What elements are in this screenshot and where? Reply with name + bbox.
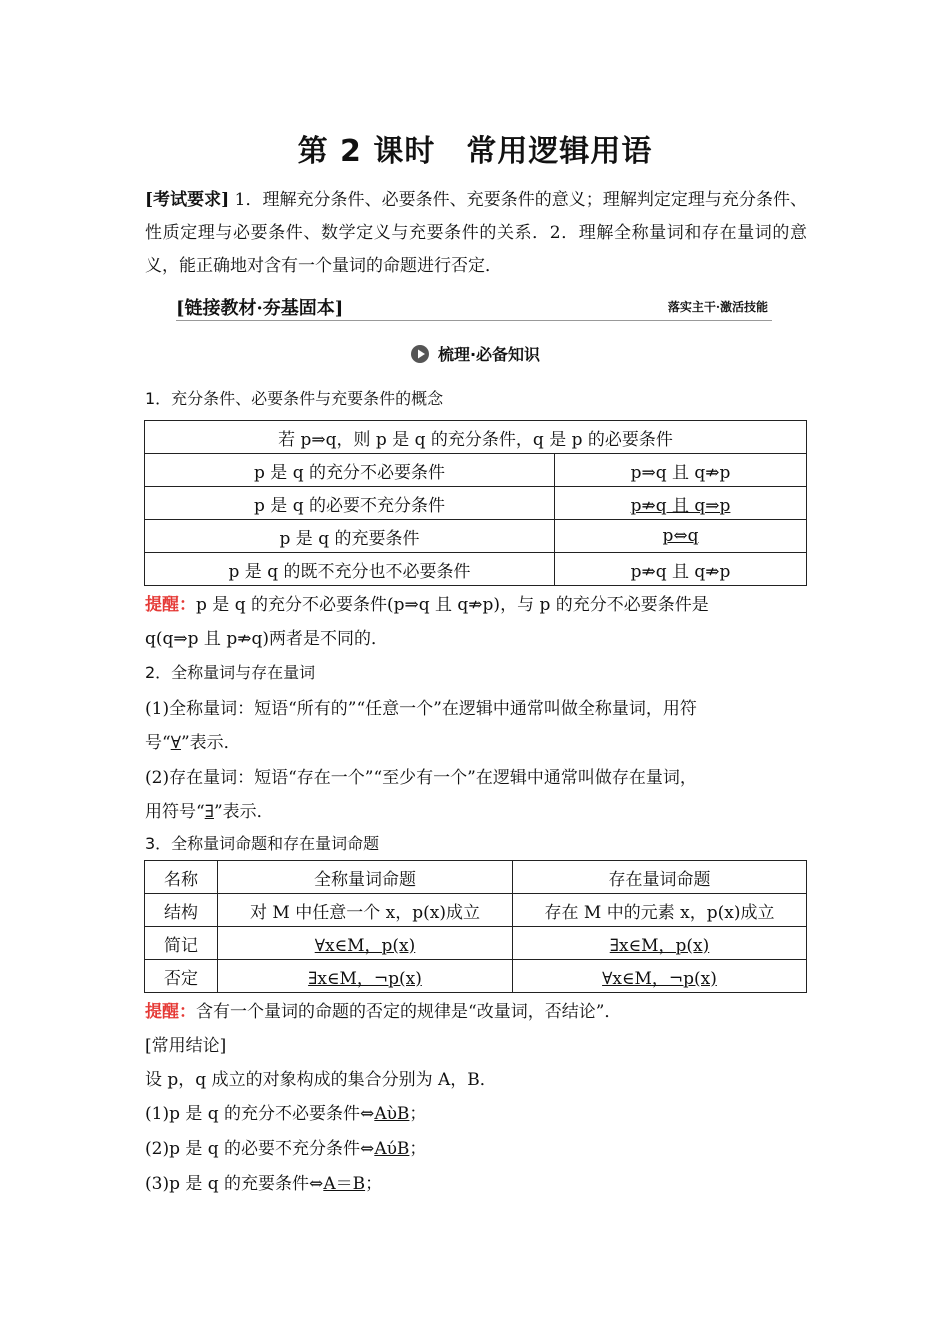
heading-2: 2．全称量词与存在量词 — [145, 663, 316, 682]
table-cell: p⇏q 且 q⇒p — [555, 487, 807, 520]
conclusion-end: ； — [365, 1174, 383, 1194]
table-cell: 对 M 中任意一个 x，p(x)成立 — [218, 894, 513, 927]
exists-symbol: ∃ — [204, 802, 214, 822]
set-relation: AὺB — [374, 1104, 410, 1124]
conclusion-end: ； — [409, 1104, 427, 1124]
tip-1-line-2: q(q⇒p 且 p⇏q)两者是不同的． — [145, 629, 388, 649]
section-bar-title: [链接教材·夯基固本] — [176, 298, 344, 319]
quantifier-1-line-1: (1)全称量词：短语“所有的”“任意一个”在逻辑中通常叫做全称量词，用符 — [145, 699, 697, 719]
conclusion-end: ； — [409, 1139, 427, 1159]
play-icon — [410, 344, 430, 364]
tip-label: 提醒： — [145, 1002, 196, 1022]
tip-label: 提醒： — [145, 595, 196, 615]
table-cell: 否定 — [145, 960, 218, 993]
table-cell: p⇏q 且 q⇏p — [555, 553, 807, 586]
conclusions-intro: 设 p，q 成立的对象构成的集合分别为 A，B． — [145, 1070, 497, 1090]
table-row — [145, 861, 807, 894]
exam-requirements — [145, 184, 807, 283]
tip-2 — [145, 997, 621, 1022]
table-header-cell: 若 p⇒q，则 p 是 q 的充分条件，q 是 p 的必要条件 — [145, 421, 807, 454]
table-header-cell: 全称量词命题 — [218, 861, 513, 894]
table-cell: ∀x∈M，¬p(x) — [513, 960, 807, 993]
tip-2-text: 含有一个量词的命题的否定的规律是“改量词，否结论”． — [196, 1002, 622, 1022]
tip-1-line-1 — [145, 590, 709, 615]
table-cell: ∃x∈M，p(x) — [513, 927, 807, 960]
q1-pre: 号“ — [145, 733, 171, 753]
table-cell: ∃x∈M，¬p(x) — [218, 960, 513, 993]
table-cell: 简记 — [145, 927, 218, 960]
table-cell: ∀x∈M，p(x) — [218, 927, 513, 960]
q2-post: ”表示． — [213, 802, 274, 822]
conclusion-text: (3)p 是 q 的充要条件⇔ — [145, 1174, 324, 1194]
q1-post: ”表示． — [180, 733, 241, 753]
conditions-table — [144, 420, 807, 586]
table-cell: p 是 q 的既不充分也不必要条件 — [145, 553, 555, 586]
set-relation: AύB — [374, 1139, 410, 1159]
set-relation: A＝B — [323, 1174, 366, 1194]
heading-1: 1．充分条件、必要条件与充要条件的概念 — [145, 389, 444, 408]
table-cell: p 是 q 的充要条件 — [145, 520, 555, 553]
table-cell: p⇔q — [555, 520, 807, 553]
table-row — [145, 487, 807, 520]
conclusion-item — [145, 1169, 382, 1194]
table-row — [145, 960, 807, 993]
quantifier-2-line-2 — [145, 797, 274, 822]
table-cell: p⇒q 且 q⇏p — [555, 454, 807, 487]
table-row — [145, 421, 807, 454]
table-cell: p 是 q 的必要不充分条件 — [145, 487, 555, 520]
section-bar-subtitle: 落实主干·激活技能 — [667, 300, 768, 314]
requirements-label: [考试要求] — [145, 190, 230, 210]
table-cell: 存在 M 中的元素 x，p(x)成立 — [513, 894, 807, 927]
conclusion-item — [145, 1134, 426, 1159]
table-row — [145, 553, 807, 586]
conclusions-label: [常用结论] — [145, 1036, 227, 1056]
forall-symbol: ∀ — [170, 733, 181, 753]
table-row — [145, 520, 807, 553]
requirements-text: 1．理解充分条件、必要条件、充要条件的意义；理解判定定理与充分条件、性质定理与必要条件、数学定义与充要条件的关系．2．理解全称量词和存在量词的意义，能正确地对含有一个量词的命题进行否定． — [145, 190, 808, 276]
table-cell: p 是 q 的充分不必要条件 — [145, 454, 555, 487]
conclusion-text: (1)p 是 q 的充分不必要条件⇔ — [145, 1104, 375, 1124]
propositions-table — [144, 860, 807, 993]
section-bar — [176, 292, 772, 321]
page-title: 第 2 课时 常用逻辑用语 — [297, 134, 653, 169]
quantifier-2-line-1: (2)存在量词：短语“存在一个”“至少有一个”在逻辑中通常叫做存在量词， — [145, 768, 697, 788]
tip-1-text: p 是 q 的充分不必要条件(p⇒q 且 q⇏p)，与 p 的充分不必要条件是 — [196, 595, 709, 615]
sub-heading — [0, 342, 950, 365]
sub-heading-text: 梳理·必备知识 — [437, 345, 541, 364]
quantifier-1-line-2 — [145, 728, 241, 753]
heading-3: 3．全称量词命题和存在量词命题 — [145, 834, 380, 853]
table-header-cell: 存在量词命题 — [513, 861, 807, 894]
conclusion-item — [145, 1099, 426, 1124]
q2-pre: 用符号“ — [145, 802, 205, 822]
table-row — [145, 927, 807, 960]
table-row — [145, 894, 807, 927]
table-row — [145, 454, 807, 487]
table-header-cell: 名称 — [145, 861, 218, 894]
table-cell: 结构 — [145, 894, 218, 927]
conclusion-text: (2)p 是 q 的必要不充分条件⇔ — [145, 1139, 375, 1159]
